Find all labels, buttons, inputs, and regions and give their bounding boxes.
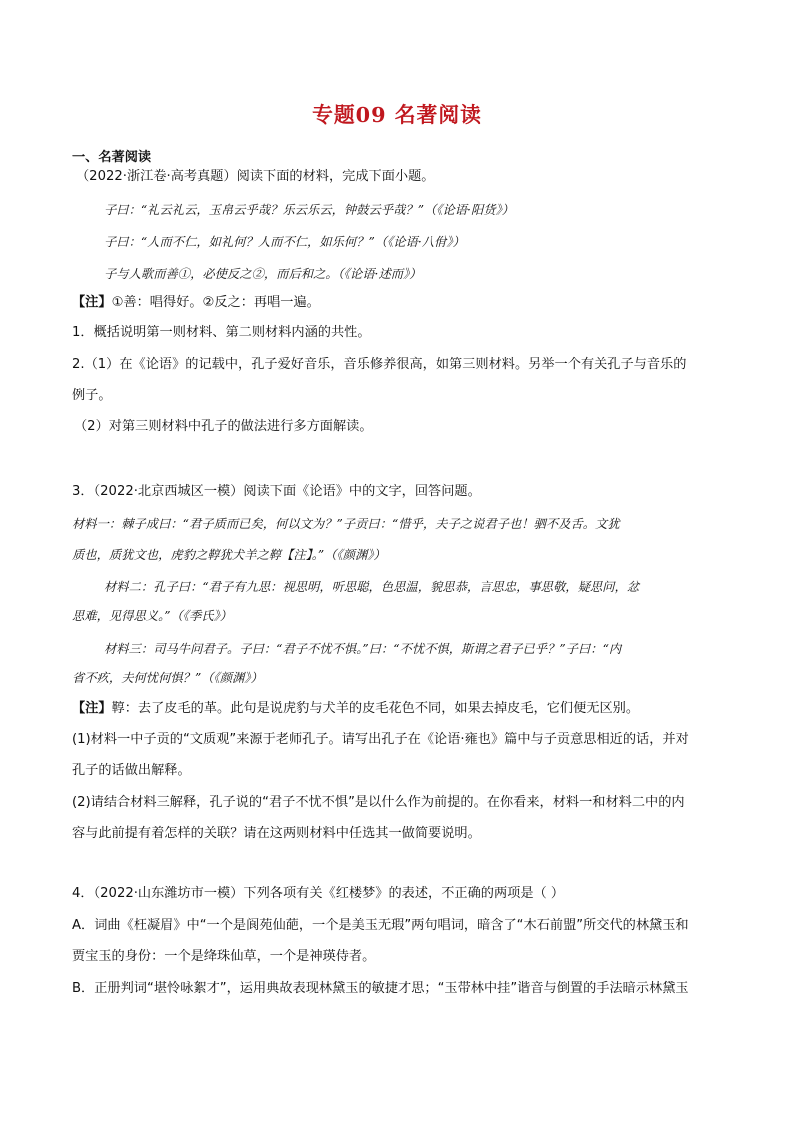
q1-note-tag: 【注】 bbox=[72, 295, 112, 310]
q4-source: 4．（2022·山东潍坊市一模）下列各项有关《红楼梦》的表述，不正确的两项是（ ） bbox=[72, 886, 565, 901]
q3-material-1-line-1: 材料一：棘子成曰：“君子质而已矣，何以文为？”子贡曰：“惜乎，夫子之说君子也！驷不及舌。文犹 bbox=[72, 517, 620, 531]
q3-note-text: 鞟：去了皮毛的革。此句是说虎豹与犬羊的皮毛花色不同，如果去掉皮毛，它们便无区别。 bbox=[111, 701, 640, 716]
q3-note-tag: 【注】 bbox=[72, 701, 112, 716]
q3-item-2-line-1: (2)请结合材料三解释，孔子说的“君子不忧不惧”是以什么作为前提的。在你看来，材料一和材料二中的内 bbox=[72, 795, 685, 810]
q3-material-1-line-2: 质也，质犹文也，虎豹之鞟犹犬羊之鞟【注】。”（《颜渊》） bbox=[72, 548, 386, 562]
q1-quote-2: 子曰：“人而不仁，如礼何？人而不仁，如乐何？”（《论语·八佾》） bbox=[104, 235, 465, 249]
q1-note-text: ①善：唱得好。②反之：再唱一遍。 bbox=[111, 295, 320, 310]
q3-material-3-line-1: 材料三：司马牛问君子。子曰：“君子不忧不惧。”曰：“不忧不惧，斯谓之君子已乎？”子曰：“内 bbox=[104, 642, 622, 656]
q4-option-a-line-1: A．词曲《枉凝眉》中“一个是阆苑仙葩，一个是美玉无瑕”两句唱词，暗含了“木石前盟”所交代的林黛玉和 bbox=[72, 918, 689, 933]
q3-material-3-line-2: 省不疚，夫何忧何惧？”（《颜渊》） bbox=[72, 671, 263, 685]
q1-item-2-sub-2: （2）对第三则材料中孔子的做法进行多方面解读。 bbox=[74, 419, 373, 434]
q4-option-a-line-2: 贾宝玉的身份：一个是绛珠仙草，一个是神瑛侍者。 bbox=[72, 949, 376, 964]
q3-source: 3．（2022·北京西城区一模）阅读下面《论语》中的文字，回答问题。 bbox=[72, 484, 481, 499]
q3-item-2-line-2: 容与此前提有着怎样的关联？请在这两则材料中任选其一做简要说明。 bbox=[72, 826, 481, 841]
q1-item-2-line-2: 例子。 bbox=[72, 388, 112, 403]
q1-item-1: 1．概括说明第一则材料、第二则材料内涵的共性。 bbox=[72, 325, 371, 340]
section-heading: 一、名著阅读 bbox=[72, 150, 152, 165]
q3-material-2-line-2: 思难，见得思义。”（《季氏》） bbox=[72, 609, 232, 623]
q3-note bbox=[72, 699, 639, 719]
page-title: 专题09 名著阅读 bbox=[312, 102, 482, 127]
q1-source: （2022·浙江卷·高考真题）阅读下面的材料，完成下面小题。 bbox=[76, 169, 435, 184]
q1-item-2-line-1: 2.（1）在《论语》的记载中，孔子爱好音乐，音乐修养很高，如第三则材料。另举一个有关孔子与音乐的 bbox=[72, 357, 687, 372]
q1-quote-1: 子曰：“礼云礼云，玉帛云乎哉？乐云乐云，钟鼓云乎哉？”（《论语·阳货》） bbox=[104, 203, 514, 217]
q1-quote-3: 子与人歌而善①，必使反之②，而后和之。（《论语·述而》） bbox=[104, 267, 422, 281]
q3-item-1-line-2: 孔子的话做出解释。 bbox=[72, 763, 191, 778]
q3-item-1-line-1: (1)材料一中子贡的“文质观”来源于老师孔子。请写出孔子在《论语·雍也》篇中与子贡意思相近的话，并对 bbox=[72, 732, 689, 747]
q1-note bbox=[72, 293, 320, 313]
q3-material-2-line-1: 材料二：孔子曰：“君子有九思：视思明，听思聪，色思温，貌思恭，言思忠，事思敬，疑思问，忿 bbox=[104, 580, 640, 594]
q4-option-b-line-1: B．正册判词“堪怜咏絮才”，运用典故表现林黛玉的敏捷才思；“玉带林中挂”谐音与倒置的手法暗示林黛玉 bbox=[72, 981, 689, 996]
